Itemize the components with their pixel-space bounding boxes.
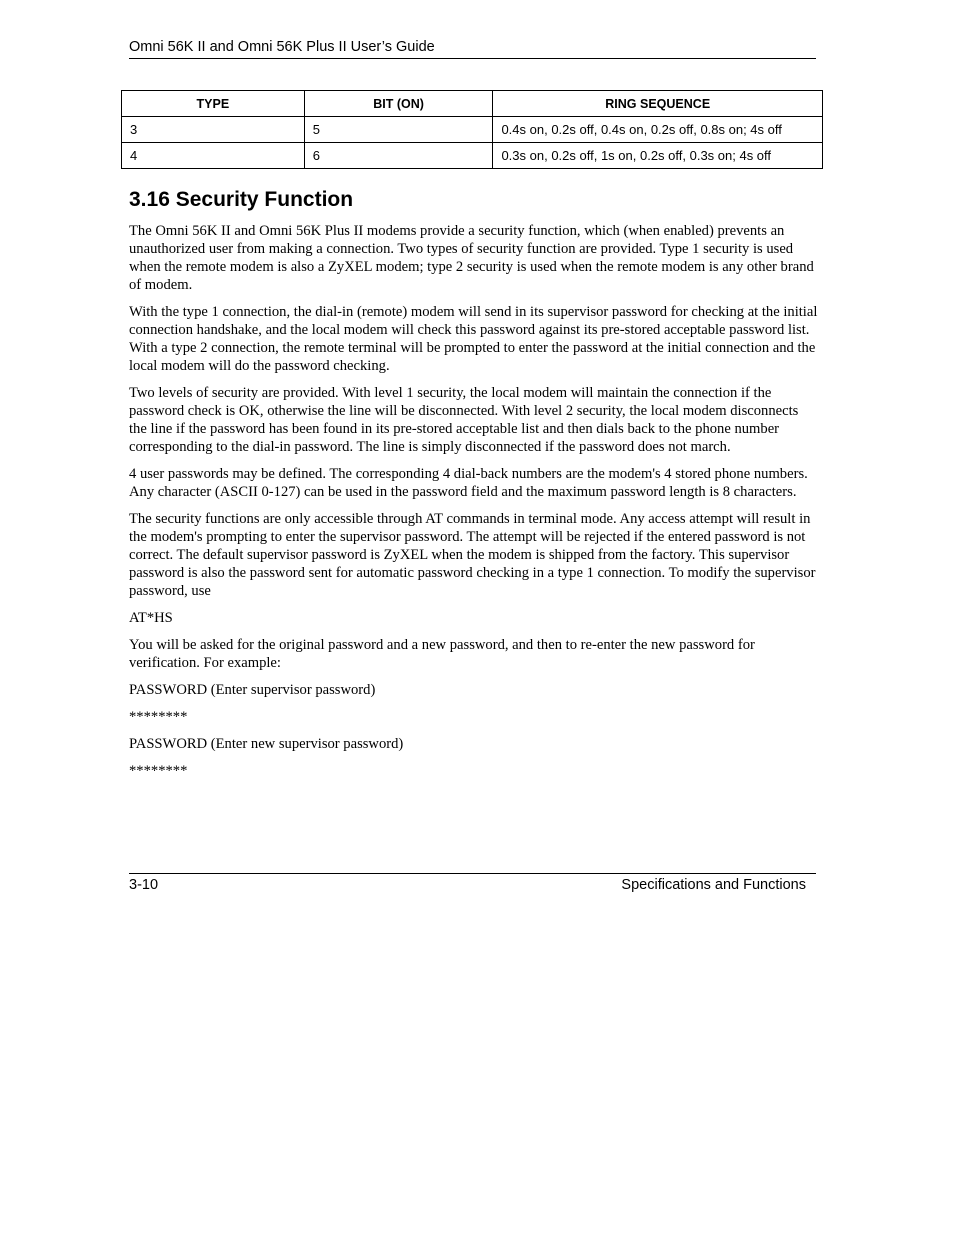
table-cell: 0.3s on, 0.2s off, 1s on, 0.2s off, 0.3s on; 4s off xyxy=(493,143,823,169)
ring-sequence-table xyxy=(121,90,823,169)
example-line: PASSWORD (Enter new supervisor password) xyxy=(129,736,404,752)
table-header-row xyxy=(122,91,823,117)
page-header xyxy=(129,37,816,59)
column-header-bit-on: BIT (ON) xyxy=(304,91,493,117)
chapter-title: Specifications and Functions xyxy=(621,877,806,893)
paragraph: 4 user passwords may be defined. The corresponding 4 dial-back numbers are the modem's 4 stored phone numbers. Any character (ASCII 0-127) can be used in the password field and the maximum password length is 8 characters. xyxy=(129,466,808,500)
section-heading: 3.16 Security Function xyxy=(129,188,354,211)
paragraph: With the type 1 connection, the dial-in (remote) modem will send in its supervisor password for checking at the initial connection handshake, and the local modem will check this password against its pre-stored acceptable password list. With a type 2 connection, the remote terminal will be prompted to enter the password at the initial connection and the local modem will do the password checking. xyxy=(129,304,818,374)
paragraph: You will be asked for the original password and a new password, and then to re-enter the new password for verification. For example: xyxy=(129,637,755,671)
paragraph: The Omni 56K II and Omni 56K Plus II modems provide a security function, which (when enabled) prevents an unauthorized user from making a connection. Two types of security function are provided. Type 1 security is used when the remote modem is also a ZyXEL modem; type 2 security is used when the remote modem is any other brand of modem. xyxy=(129,223,814,293)
column-header-type: TYPE xyxy=(122,91,305,117)
table-cell: 5 xyxy=(304,117,493,143)
example-line: ******** xyxy=(129,763,188,779)
page-number: 3-10 xyxy=(129,877,159,893)
table-cell: 0.4s on, 0.2s off, 0.4s on, 0.2s off, 0.8s on; 4s off xyxy=(493,117,823,143)
command-line: AT*HS xyxy=(129,610,173,626)
table-row xyxy=(122,143,823,169)
paragraph: The security functions are only accessible through AT commands in terminal mode. Any access attempt will result in the modem's prompting to enter the supervisor password. The attempt will be rejected if the entered password is not correct. The default supervisor password is ZyXEL when the modem is shipped from the factory. This supervisor password is also the password sent for automatic password checking in a type 1 connection. To modify the supervisor password, use xyxy=(129,511,816,599)
example-line: ******** xyxy=(129,709,188,725)
section-body xyxy=(129,222,819,789)
header-title: Omni 56K II and Omni 56K Plus II User’s Guide xyxy=(129,39,435,55)
page-footer xyxy=(129,873,816,895)
table-cell: 4 xyxy=(122,143,305,169)
column-header-ring-sequence: RING SEQUENCE xyxy=(493,91,823,117)
table-cell: 6 xyxy=(304,143,493,169)
example-line: PASSWORD (Enter supervisor password) xyxy=(129,682,376,698)
paragraph: Two levels of security are provided. With level 1 security, the local modem will maintain the connection if the password check is OK, otherwise the line will be disconnected. With level 2 security, the local modem disconnects the line if the password has been found in its pre-stored acceptable list and then dials back to the phone number corresponding to the dial-in password. The line is simply disconnected if the password does not march. xyxy=(129,385,799,455)
table-row xyxy=(122,117,823,143)
table-cell: 3 xyxy=(122,117,305,143)
